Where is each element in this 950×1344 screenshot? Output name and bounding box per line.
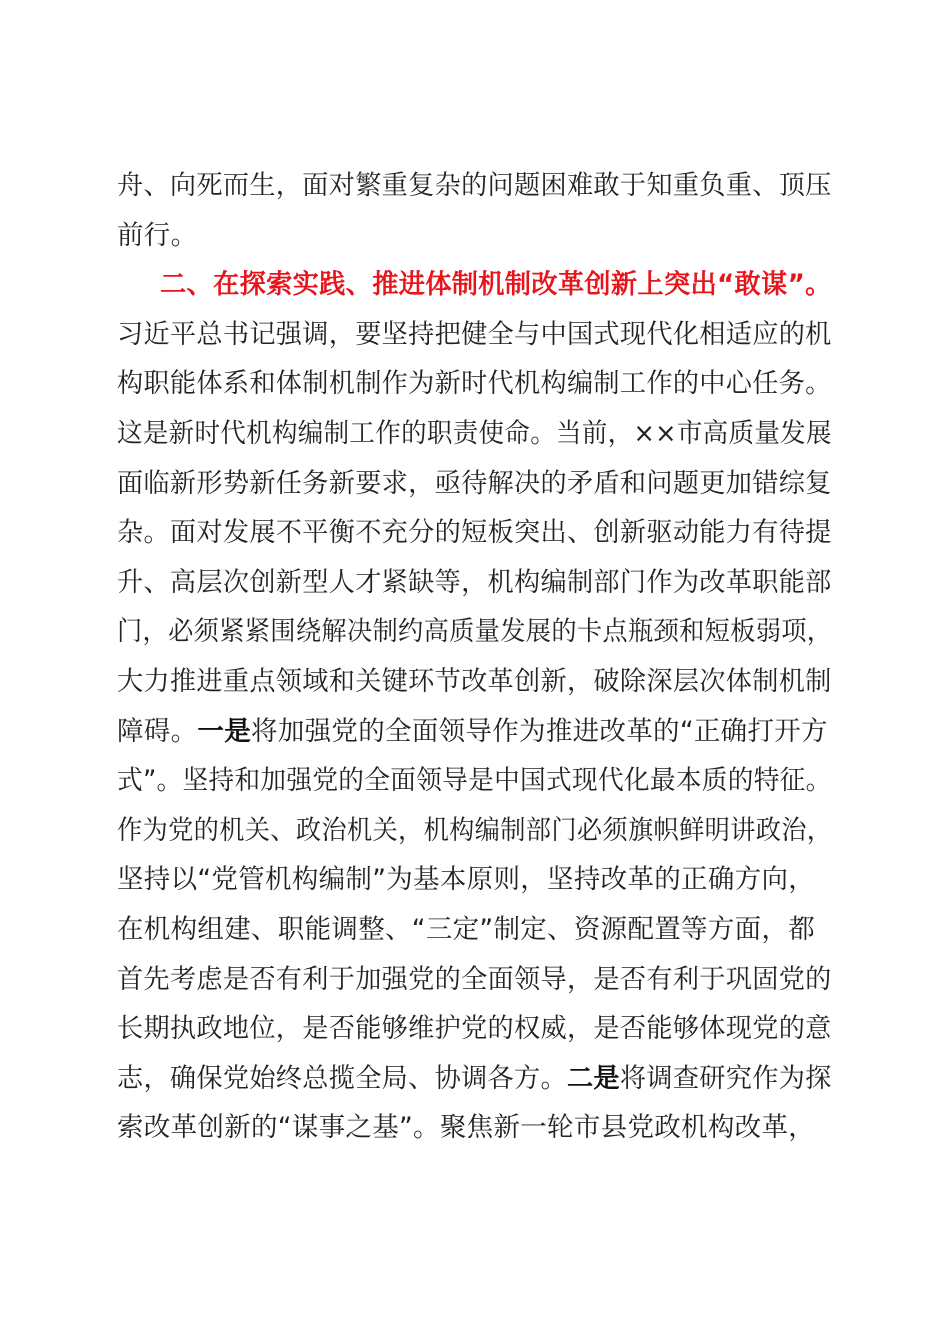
text-segment: 索改革创新的“谋事之基”。聚焦新一轮市县党政机构改革， [117, 1112, 816, 1144]
text-segment: 长期执政地位，是否能够维护党的权威，是否能够体现党的意 [117, 1013, 832, 1045]
text-segment: 大力推进重点领域和关键环节改革创新，破除深层次体制机制 [117, 666, 832, 697]
text-segment: 坚持以“党管机构编制”为基本原则，坚持改革的正确方向， [117, 864, 816, 896]
section-heading: 二、在探索实践、推进体制机制改革创新上突出“敢谋”。 [160, 269, 832, 301]
text-segment: 将加强党的全面领导作为推进改革的“正确打开方 [251, 715, 828, 747]
text-segment: 式”。坚持和加强党的全面领导是中国式现代化最本质的特征。 [117, 765, 832, 797]
text-segment: 习近平总书记强调，要坚持把健全与中国式现代化相适应的机 [117, 318, 832, 350]
text-line [117, 763, 832, 799]
text-segment: 构职能体系和体制机制作为新时代机构编制工作的中心任务。 [117, 368, 832, 400]
text-line [117, 664, 832, 700]
text-line [117, 416, 832, 452]
text-line [117, 515, 832, 551]
text-line [117, 614, 832, 650]
text-line [117, 962, 832, 998]
bold-marker: 二是 [566, 1062, 620, 1094]
text-line [117, 912, 815, 948]
text-segment: 将调查研究作为探 [619, 1062, 832, 1094]
text-line [117, 813, 832, 849]
text-line [117, 714, 828, 750]
text-line [117, 466, 832, 502]
text-segment: 这是新时代机构编制工作的职责使命。当前，××市高质量发展 [117, 418, 832, 449]
text-line [117, 862, 815, 898]
text-segment: 门，必须紧紧围绕解决制约高质量发展的卡点瓶颈和短板弱项， [117, 616, 833, 648]
text-line [117, 168, 832, 204]
text-segment: 障碍。 [117, 715, 198, 747]
text-line [117, 1061, 832, 1097]
text-line [160, 267, 832, 303]
text-line [117, 1011, 832, 1047]
text-segment: 首先考虑是否有利于加强党的全面领导，是否有利于巩固党的 [117, 963, 832, 995]
text-line [117, 218, 197, 254]
text-line [117, 1110, 815, 1146]
text-segment: 面临新形势新任务新要求，亟待解决的矛盾和问题更加错综复 [117, 467, 832, 499]
text-segment: 舟、向死而生，面对繁重复杂的问题困难敢于知重负重、顶压 [117, 170, 832, 201]
bold-marker: 一是 [197, 715, 252, 747]
text-segment: 杂。面对发展不平衡不充分的短板突出、创新驱动能力有待提 [117, 517, 832, 549]
text-line [117, 565, 832, 601]
text-segment: 前行。 [117, 219, 198, 251]
text-segment: 在机构组建、职能调整、“三定”制定、资源配置等方面，都 [117, 914, 816, 945]
text-segment: 作为党的机关、政治机关，机构编制部门必须旗帜鲜明讲政治， [117, 814, 833, 846]
text-line [117, 317, 832, 353]
text-line [117, 366, 832, 402]
text-segment: 升、高层次创新型人才紧缺等，机构编制部门作为改革职能部 [117, 566, 832, 598]
text-segment: 志，确保党始终总揽全局、协调各方。 [117, 1062, 567, 1094]
